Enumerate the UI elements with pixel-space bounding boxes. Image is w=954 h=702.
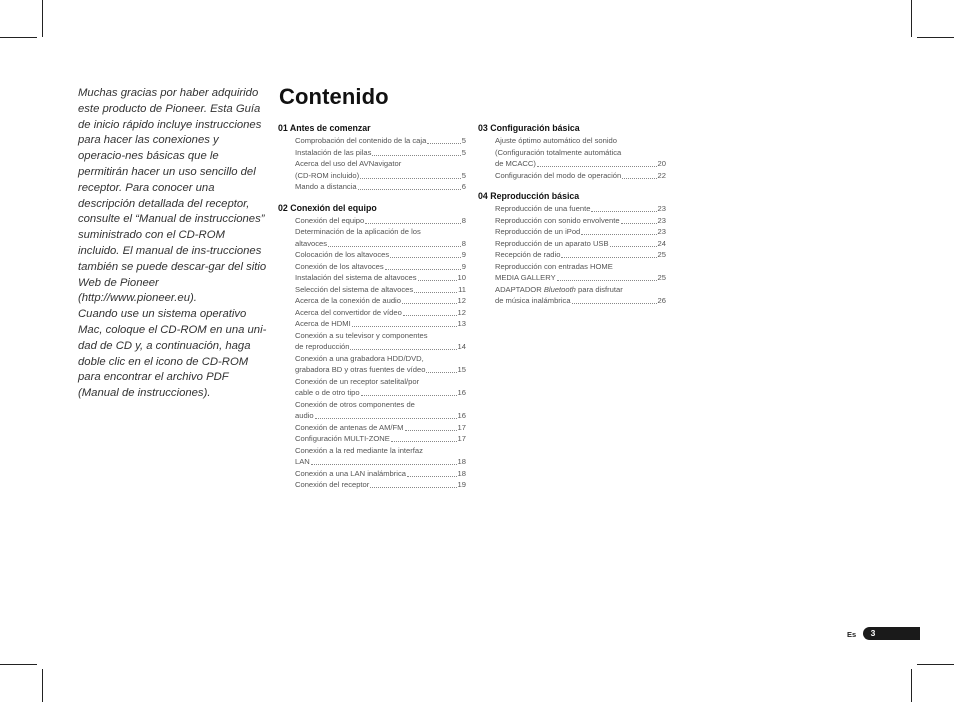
- toc-entry-page: 26: [657, 296, 666, 305]
- toc-entry-page: 10: [457, 273, 466, 282]
- toc-entry-row: [495, 215, 666, 227]
- toc-section: [278, 203, 466, 491]
- toc-entry-row: [495, 170, 666, 182]
- toc-entry[interactable]: [278, 353, 466, 376]
- toc-entry-row: [295, 433, 466, 445]
- toc-entry-page: 14: [457, 342, 466, 351]
- toc-entry-row: [495, 238, 666, 250]
- toc-entry-title: Mando a distancia: [295, 182, 357, 191]
- toc-entry-row: [495, 158, 666, 170]
- toc-entry-title: Reproducción de una fuente: [495, 204, 591, 213]
- toc-entry-title: Colocación de los altavoces: [295, 250, 390, 259]
- toc-entry-page: 11: [458, 284, 466, 294]
- page-number-tab: [863, 627, 920, 640]
- toc-section: [478, 123, 666, 181]
- toc-entry-title: de MCACC): [495, 159, 536, 168]
- toc-entry[interactable]: [278, 147, 466, 159]
- toc-entry-line: Conexión a su televisor y componentes: [295, 330, 428, 340]
- toc-entry-row: [295, 318, 466, 330]
- toc-entry-row: [495, 203, 666, 215]
- dot-leader: [610, 246, 657, 247]
- toc-entry-page: 13: [457, 319, 466, 328]
- toc-entry-row: [295, 422, 466, 434]
- page-number: 3: [870, 628, 876, 638]
- toc-entry-title: (CD-ROM incluido): [295, 170, 360, 180]
- page-title: Contenido: [279, 84, 389, 109]
- toc-entry[interactable]: [278, 215, 466, 227]
- dot-leader: [385, 269, 461, 270]
- dot-leader: [418, 280, 457, 281]
- toc-entry-page: 23: [657, 215, 666, 225]
- toc-entry[interactable]: [278, 307, 466, 319]
- toc-entry-page: 5: [461, 170, 466, 180]
- toc-entry-title: Recepción de radio: [495, 250, 561, 259]
- toc-entry-page: 15: [457, 365, 466, 374]
- toc-entry-row: [295, 468, 466, 480]
- toc-section-heading: 04 Reproducción básica: [478, 191, 580, 201]
- toc-entry[interactable]: [478, 215, 666, 227]
- toc-entry-line: Conexión de un receptor satelital/por: [295, 376, 420, 386]
- dot-leader: [370, 487, 456, 488]
- toc-entry-title: grabadora BD y otras fuentes de vídeo: [295, 365, 426, 374]
- toc-entry-title: Reproducción con sonido envolvente: [495, 215, 620, 225]
- toc-entry-title: altavoces: [295, 238, 328, 248]
- toc-entry-row: [295, 147, 466, 159]
- toc-entry-line: Ajuste óptimo automático del sonido: [495, 136, 617, 145]
- toc-entry-title: Reproducción de un aparato USB: [495, 238, 609, 248]
- toc-entry-page: 5: [461, 147, 466, 157]
- toc-entry-row: [295, 284, 466, 296]
- dot-leader: [360, 178, 461, 179]
- toc-entry[interactable]: [278, 433, 466, 445]
- dot-leader: [315, 418, 457, 419]
- toc-entry[interactable]: [278, 226, 466, 249]
- toc-entry[interactable]: [478, 203, 666, 215]
- dot-leader: [403, 315, 457, 316]
- toc-entry-line: Determinación de la aplicación de los: [295, 227, 421, 236]
- toc-entry-line: (Configuración totalmente automática: [495, 147, 622, 157]
- language-label: Es: [847, 630, 857, 639]
- toc-entry-row: [295, 341, 466, 353]
- toc-entry-title: audio: [295, 411, 314, 420]
- toc-entry-page: 6: [461, 182, 466, 191]
- toc-entry-title: Conexión del equipo: [295, 215, 365, 225]
- toc-entry-row: [495, 249, 666, 261]
- toc-entry-page: 22: [657, 170, 666, 180]
- dot-leader: [402, 303, 457, 304]
- toc-entry[interactable]: [278, 261, 466, 273]
- toc-entry[interactable]: [478, 226, 666, 238]
- toc-entry[interactable]: [478, 170, 666, 182]
- toc-entry-page: 16: [457, 411, 466, 420]
- toc-entry-row: [295, 135, 466, 147]
- toc-entry-title: Conexión a una LAN inalámbrica: [295, 468, 407, 478]
- toc-entry-title: Acerca de HDMI: [295, 319, 351, 328]
- dot-leader: [537, 166, 657, 167]
- dot-leader: [561, 257, 656, 258]
- toc-section-heading: 03 Configuración básica: [478, 123, 580, 133]
- toc-entry[interactable]: [278, 399, 466, 422]
- toc-column-1: [278, 123, 466, 501]
- toc-entry-row: [295, 387, 466, 399]
- bluetooth-italic: Bluetooth: [543, 284, 576, 294]
- toc-entry[interactable]: [278, 249, 466, 261]
- toc-section: [278, 123, 466, 193]
- toc-entry-page: 18: [457, 457, 466, 466]
- toc-entry-title: Reproducción de un iPod: [495, 227, 581, 236]
- toc-entry[interactable]: [278, 468, 466, 480]
- toc-entry-row: [295, 272, 466, 284]
- toc-entry-page: 16: [457, 388, 466, 397]
- toc-entry[interactable]: [278, 272, 466, 284]
- toc-entry[interactable]: [478, 261, 666, 284]
- toc-entry-row: [295, 170, 466, 182]
- toc-entry-title: de reproducción: [295, 342, 350, 351]
- toc-entry-page: 19: [457, 480, 466, 489]
- intro-paragraph: Cuando use un sistema operativo Mac, coloque el CD-ROM en una uni-dad de CD y, a continuación, haga doble clic en el icono de CD-ROM para encontrar el archivo PDF (Manual de instrucciones).: [78, 308, 267, 400]
- dot-leader: [372, 155, 460, 156]
- dot-leader: [365, 223, 461, 224]
- dot-leader: [414, 292, 457, 293]
- toc-entry[interactable]: [278, 284, 466, 296]
- toc-entry-page: 17: [457, 434, 466, 443]
- toc-entry-title: Instalación de las pilas: [295, 147, 372, 157]
- toc-entry-line: ADAPTADOR Bluetooth para disfrutar: [495, 284, 623, 294]
- toc-entry-row: [295, 261, 466, 273]
- toc-entry-page: 23: [657, 227, 666, 236]
- toc-entry[interactable]: [478, 284, 666, 307]
- toc-entry-row: [295, 364, 466, 376]
- toc-entry-page: 12: [457, 307, 466, 317]
- dot-leader: [591, 211, 656, 212]
- dot-leader: [358, 189, 461, 190]
- toc-entry-title: Acerca del convertidor de vídeo: [295, 307, 402, 317]
- toc-entry-row: [495, 272, 666, 284]
- toc-entry-row: [295, 295, 466, 307]
- dot-leader: [621, 223, 657, 224]
- dot-leader: [622, 178, 656, 179]
- toc-entry-title: MEDIA GALLERY: [495, 273, 556, 282]
- toc-entry[interactable]: [278, 181, 466, 193]
- toc-entry-row: [295, 479, 466, 491]
- toc-entry[interactable]: [278, 422, 466, 434]
- toc-entry-title: Conexión del receptor: [295, 480, 370, 489]
- toc-entry-page: 18: [457, 468, 466, 478]
- toc-entry-title: Instalación del sistema de altavoces: [295, 273, 417, 282]
- dot-leader: [427, 143, 460, 144]
- dot-leader: [405, 430, 457, 431]
- toc-entry-line: Conexión a una grabadora HDD/DVD,: [295, 353, 424, 363]
- intro-text: [78, 86, 268, 402]
- toc-entry-row: [295, 410, 466, 422]
- toc-entry[interactable]: [478, 135, 666, 170]
- dot-leader: [328, 246, 461, 247]
- toc-entry-page: 5: [461, 136, 466, 145]
- toc-entry[interactable]: [278, 330, 466, 353]
- toc-entry-line: Reproducción con entradas HOME: [495, 261, 613, 271]
- toc-entry-title: de música inalámbrica: [495, 296, 571, 305]
- toc-entry-row: [295, 238, 466, 250]
- toc-column-2: [478, 123, 666, 317]
- dot-leader: [407, 476, 457, 477]
- toc-entry-line: Acerca del uso del AVNavigator: [295, 159, 402, 168]
- toc-entry[interactable]: [278, 135, 466, 147]
- toc-entry-title: cable o de otro tipo: [295, 388, 360, 397]
- toc-entry-title: Configuración MULTI-ZONE: [295, 434, 390, 443]
- toc-entry-page: 17: [457, 422, 466, 432]
- toc-entry-page: 25: [657, 273, 666, 282]
- dot-leader: [581, 234, 656, 235]
- toc-entry-title: LAN: [295, 457, 310, 466]
- toc-entry[interactable]: [278, 318, 466, 330]
- toc-entry-page: 9: [461, 261, 466, 271]
- toc-entry-page: 8: [461, 215, 466, 225]
- toc-entry-line: Conexión de otros componentes de: [295, 399, 415, 409]
- toc-entry-row: [295, 249, 466, 261]
- toc-entry-row: [295, 215, 466, 227]
- dot-leader: [352, 326, 457, 327]
- toc-entry-title: Configuración del modo de operación: [495, 170, 622, 180]
- toc-entry-line: Conexión a la red mediante la interfaz: [295, 445, 423, 455]
- dot-leader: [391, 441, 457, 442]
- toc-entry[interactable]: [278, 158, 466, 181]
- toc-entry-title: Conexión de antenas de AM/FM: [295, 422, 404, 432]
- toc-entry-page: 24: [657, 238, 666, 248]
- dot-leader: [390, 257, 461, 258]
- toc-entry-row: [295, 307, 466, 319]
- toc-entry-page: 23: [657, 204, 666, 213]
- toc-entry-row: [495, 226, 666, 238]
- dot-leader: [361, 395, 457, 396]
- toc-section-heading: 01 Antes de comenzar: [278, 123, 371, 133]
- dot-leader: [557, 280, 657, 281]
- dot-leader: [311, 464, 457, 465]
- toc-entry-page: 25: [657, 250, 666, 259]
- toc-entry[interactable]: [278, 376, 466, 399]
- toc-entry-page: 9: [461, 250, 466, 259]
- toc-entry[interactable]: [278, 445, 466, 468]
- toc-entry[interactable]: [278, 295, 466, 307]
- toc-section-heading: 02 Conexión del equipo: [278, 202, 377, 213]
- toc-entry-title: Acerca de la conexión de audio: [295, 296, 401, 305]
- toc-section: [478, 191, 666, 307]
- toc-entry[interactable]: [478, 238, 666, 250]
- toc-entry-title: Selección del sistema de altavoces: [295, 284, 414, 294]
- toc-entry-page: 12: [457, 296, 466, 305]
- toc-entry-title: Conexión de los altavoces: [295, 261, 384, 271]
- toc-entry-page: 20: [657, 159, 666, 168]
- intro-paragraph: Muchas gracias por haber adquirido este producto de Pioneer. Esta Guía de inicio rápido incluye instrucciones para hacer las conexiones y operacio-nes básicas que le permitirán hacer un uso sencillo del receptor. Para conocer una descripción detallada del receptor, consulte el “Manual de instrucciones” suministrado con el CD-ROM incluido. El manual de ins-trucciones también se puede descar-gar del sitio Web de Pioneer (http://www.pioneer.eu).: [78, 87, 267, 305]
- dot-leader: [572, 303, 657, 304]
- toc-entry-page: 8: [461, 238, 466, 248]
- toc-entry[interactable]: [478, 249, 666, 261]
- toc-entry-row: [295, 181, 466, 193]
- toc-entry[interactable]: [278, 479, 466, 491]
- toc-entry-row: [295, 456, 466, 468]
- toc-entry-row: [495, 295, 666, 307]
- dot-leader: [350, 349, 456, 350]
- dot-leader: [426, 372, 456, 373]
- toc-entry-title: Comprobación del contenido de la caja: [295, 136, 427, 145]
